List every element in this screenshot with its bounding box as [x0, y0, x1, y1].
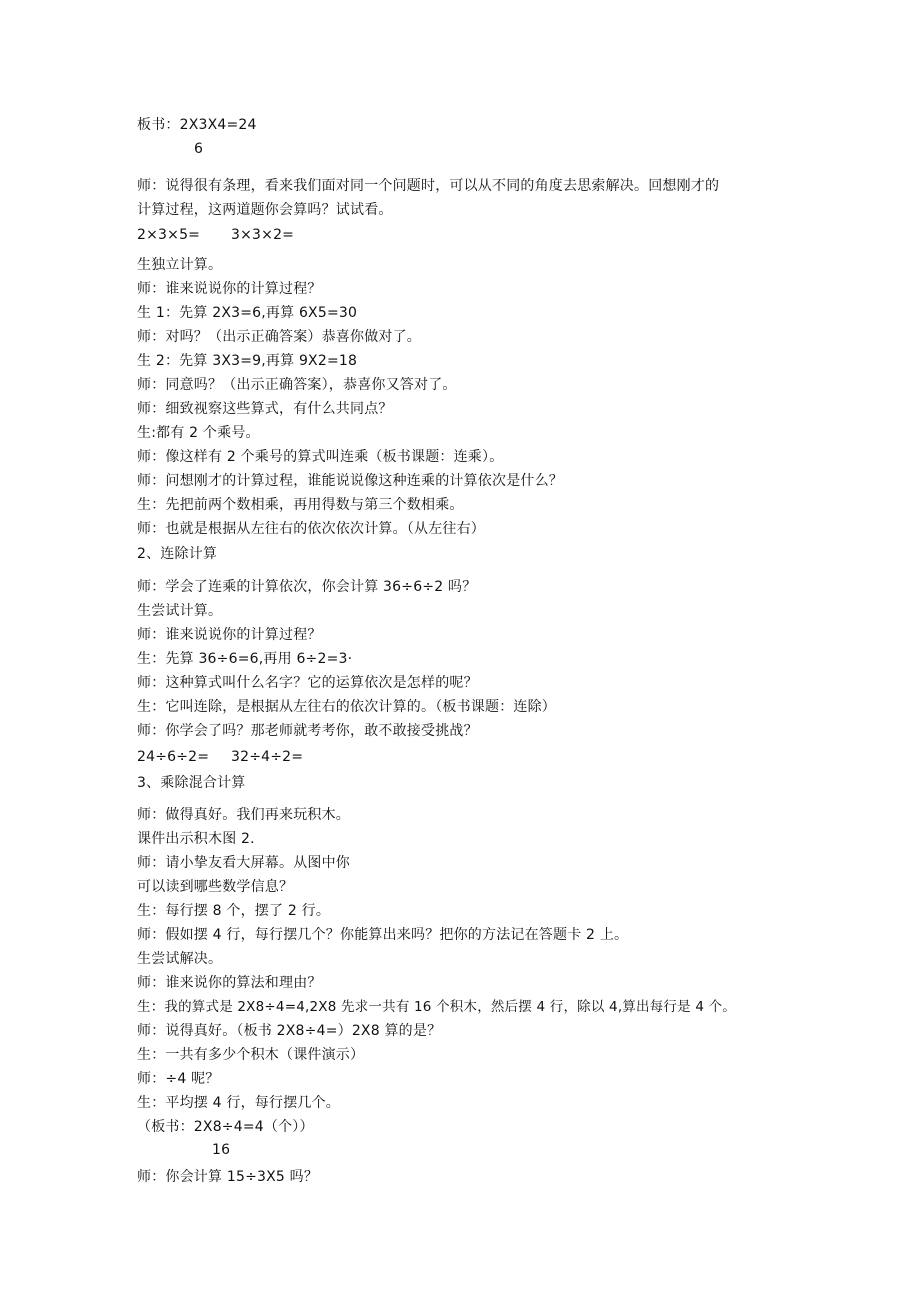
- text-line: 师：像这样有 2 个乘号的算式叫连乘（板书课题：连乘）。: [137, 449, 504, 465]
- text-line: 生：平均摆 4 行，每行摆几个。: [137, 1095, 341, 1111]
- text-line: 师：这种算式叫什么名字？它的运算依次是怎样的呢？: [137, 675, 478, 691]
- text-line: 生：它叫连除，是根据从左往右的依次计算的。（板书课题：连除）: [137, 699, 556, 715]
- text-line: 32÷4÷2=: [231, 749, 304, 765]
- text-line: 生尝试计算。: [137, 603, 223, 619]
- text-line: 师：说得真好。（板书 2X8÷4=）2X8 算的是？: [137, 1023, 442, 1039]
- text-line: 生独立计算。: [137, 257, 223, 273]
- text-line: 师：谁来说你的算法和理由？: [137, 975, 322, 991]
- text-line: 生：我的算式是 2X8÷4=4,2X8 先求一共有 16 个积木，然后摆 4 行，除以 4,算出每行是 4 个。: [137, 999, 737, 1015]
- text-line: 板书：2X3X4=24: [137, 117, 257, 133]
- text-line: 生:都有 2 个乘号。: [137, 425, 260, 441]
- text-line: 师：对吗？（出示正确答案）恭喜你做对了。: [137, 329, 421, 345]
- text-line: 师：问想刚才的计算过程，谁能说说像这种连乘的计算依次是什么？: [137, 473, 563, 489]
- text-line: 师：说得很有条理，看来我们面对同一个问题时，可以从不同的角度去思索解决。回想刚才的: [137, 178, 720, 194]
- text-line: 师：谁来说说你的计算过程？: [137, 281, 322, 297]
- text-line: （板书：2X8÷4=4（个））: [137, 1119, 314, 1135]
- text-line: 生尝试解决。: [137, 951, 223, 967]
- section-heading: 3、乘除混合计算: [137, 775, 246, 791]
- section-heading: 2、连除计算: [137, 546, 218, 562]
- text-line: 课件出示积木图 2.: [137, 831, 255, 847]
- text-line: 师：同意吗？（出示正确答案），恭喜你又答对了。: [137, 377, 457, 393]
- text-line: 师：假如摆 4 行，每行摆几个？你能算出来吗？把你的方法记在答题卡 2 上。: [137, 927, 629, 943]
- text-line: 可以读到哪些数学信息？: [137, 879, 294, 895]
- text-line: 生：先把前两个数相乘，再用得数与第三个数相乘。: [137, 497, 464, 513]
- text-line: 16: [212, 1142, 231, 1158]
- text-line: 生 2：先算 3X3=9,再算 9X2=18: [137, 353, 358, 369]
- text-line: 师：你会计算 15÷3X5 吗？: [137, 1169, 319, 1185]
- text-line: 生：每行摆 8 个，摆了 2 行。: [137, 903, 331, 919]
- text-line: 生：一共有多少个积木（课件演示）: [137, 1047, 365, 1063]
- text-line: 计算过程，这两道题你会算吗？试试看。: [137, 202, 393, 218]
- text-line: 师：学会了连乘的计算依次，你会计算 36÷6÷2 吗？: [137, 579, 477, 595]
- text-line: 师：谁来说说你的计算过程？: [137, 627, 322, 643]
- text-line: 师：请小挚友看大屏幕。从图中你: [137, 855, 350, 871]
- text-line: 3×3×2=: [231, 227, 295, 243]
- text-line: 师：你学会了吗？那老师就考考你，敢不敢接受挑战？: [137, 723, 478, 739]
- text-line: 师：细致视察这些算式，有什么共同点？: [137, 401, 393, 417]
- text-line: 师：÷4 呢？: [137, 1071, 220, 1087]
- text-line: 24÷6÷2=: [137, 749, 210, 765]
- text-line: 2×3×5=: [137, 227, 201, 243]
- text-line: 师：做得真好。我们再来玩积木。: [137, 807, 350, 823]
- text-line: 师：也就是根据从左往右的依次依次计算。（从左往右）: [137, 521, 485, 537]
- text-line: 6: [194, 141, 204, 157]
- text-line: 生 1：先算 2X3=6,再算 6X5=30: [137, 305, 358, 321]
- text-line: 生：先算 36÷6=6,再用 6÷2=3·: [137, 651, 353, 667]
